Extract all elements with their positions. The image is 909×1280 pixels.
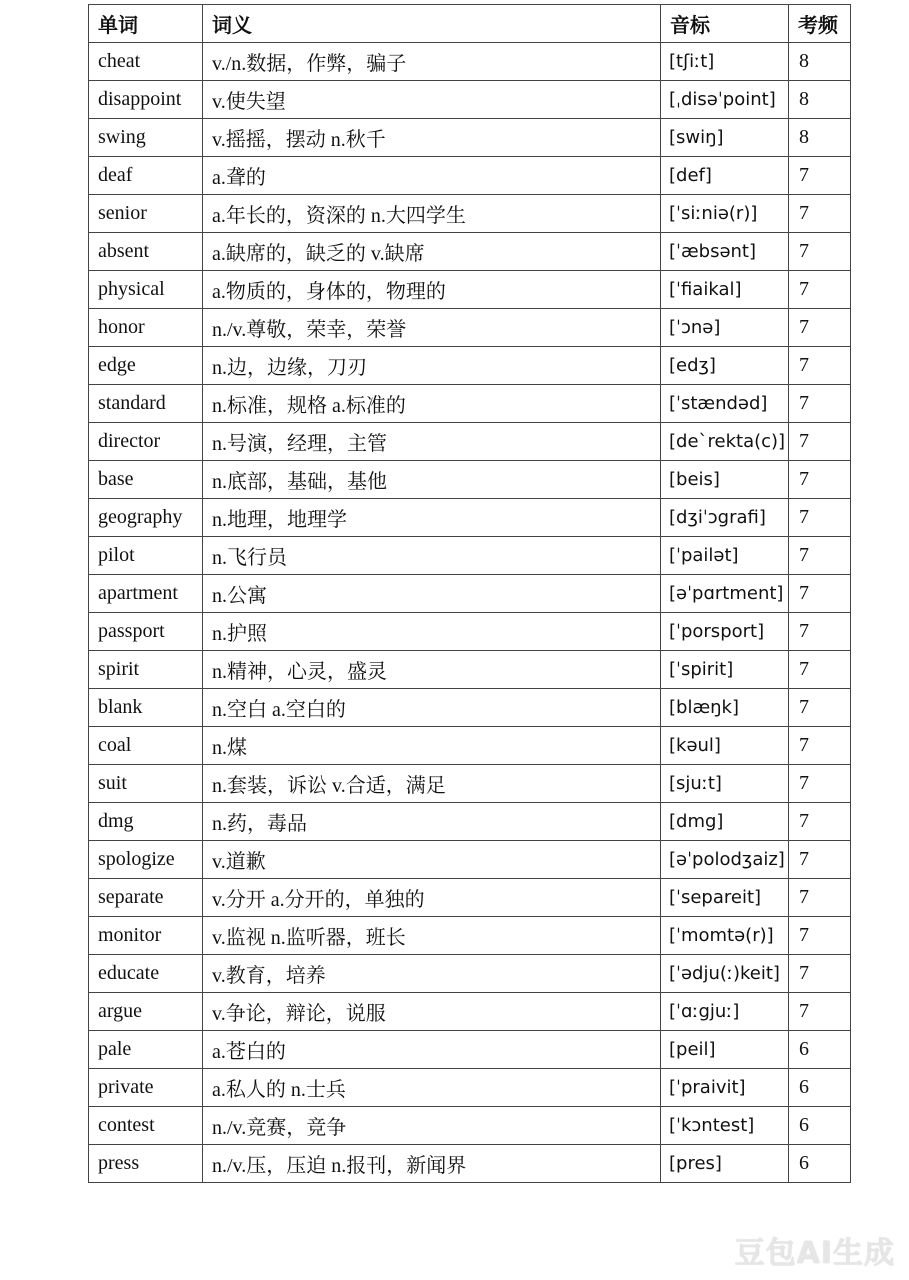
- cell-word: deaf: [89, 157, 203, 195]
- cell-phonetic: [ˈspirit]: [661, 651, 789, 689]
- cell-frequency: 7: [789, 727, 851, 765]
- cell-phonetic: [pres]: [661, 1145, 789, 1183]
- cell-meaning: n.套装，诉讼 v.合适，满足: [203, 765, 661, 803]
- cell-meaning: n.底部，基础，基他: [203, 461, 661, 499]
- cell-frequency: 7: [789, 765, 851, 803]
- cell-frequency: 7: [789, 537, 851, 575]
- cell-phonetic: [dmg]: [661, 803, 789, 841]
- table-row: [89, 157, 851, 195]
- table-row: [89, 575, 851, 613]
- cell-meaning: v./n.数据，作弊，骗子: [203, 43, 661, 81]
- cell-frequency: 7: [789, 233, 851, 271]
- cell-frequency: 8: [789, 81, 851, 119]
- cell-meaning: n.边，边缘，刀刃: [203, 347, 661, 385]
- table-row: [89, 309, 851, 347]
- cell-meaning: n.地理，地理学: [203, 499, 661, 537]
- table-row: [89, 841, 851, 879]
- cell-frequency: 7: [789, 613, 851, 651]
- cell-word: separate: [89, 879, 203, 917]
- cell-frequency: 7: [789, 157, 851, 195]
- cell-meaning: n./v.尊敬，荣幸，荣誉: [203, 309, 661, 347]
- table-row: [89, 537, 851, 575]
- cell-word: educate: [89, 955, 203, 993]
- cell-meaning: a.私人的 n.士兵: [203, 1069, 661, 1107]
- cell-phonetic: [def]: [661, 157, 789, 195]
- table-row: [89, 195, 851, 233]
- cell-frequency: 7: [789, 841, 851, 879]
- cell-phonetic: [ˈsiːniə(r)]: [661, 195, 789, 233]
- cell-meaning: v.摇摇，摆动 n.秋千: [203, 119, 661, 157]
- cell-frequency: 7: [789, 461, 851, 499]
- cell-phonetic: [sjuːt]: [661, 765, 789, 803]
- table-row: [89, 271, 851, 309]
- cell-phonetic: [ˈɑːgjuː]: [661, 993, 789, 1031]
- cell-frequency: 6: [789, 1145, 851, 1183]
- cell-meaning: a.年长的，资深的 n.大四学生: [203, 195, 661, 233]
- cell-frequency: 7: [789, 689, 851, 727]
- cell-meaning: n.公寓: [203, 575, 661, 613]
- cell-phonetic: [ˈsepareit]: [661, 879, 789, 917]
- header-word: 单词: [89, 5, 203, 43]
- table-row: [89, 651, 851, 689]
- cell-meaning: n./v.压，压迫 n.报刊，新闻界: [203, 1145, 661, 1183]
- cell-meaning: n.飞行员: [203, 537, 661, 575]
- table-row: [89, 1145, 851, 1183]
- cell-frequency: 6: [789, 1031, 851, 1069]
- cell-word: physical: [89, 271, 203, 309]
- cell-phonetic: [kəul]: [661, 727, 789, 765]
- cell-word: director: [89, 423, 203, 461]
- cell-phonetic: [peil]: [661, 1031, 789, 1069]
- cell-word: senior: [89, 195, 203, 233]
- cell-word: passport: [89, 613, 203, 651]
- cell-frequency: 7: [789, 955, 851, 993]
- cell-frequency: 6: [789, 1107, 851, 1145]
- cell-meaning: n.空白 a.空白的: [203, 689, 661, 727]
- cell-word: edge: [89, 347, 203, 385]
- cell-word: suit: [89, 765, 203, 803]
- table-row: [89, 423, 851, 461]
- table-row: [89, 803, 851, 841]
- table-row: [89, 955, 851, 993]
- cell-meaning: n.号演，经理，主管: [203, 423, 661, 461]
- header-frequency: 考频: [789, 5, 851, 43]
- cell-meaning: n.标准，规格 a.标准的: [203, 385, 661, 423]
- table-row: [89, 119, 851, 157]
- cell-meaning: v.使失望: [203, 81, 661, 119]
- cell-phonetic: [ˌdisəˈpoint]: [661, 81, 789, 119]
- cell-frequency: 7: [789, 651, 851, 689]
- cell-phonetic: [ˈstændəd]: [661, 385, 789, 423]
- cell-meaning: v.争论，辩论，说服: [203, 993, 661, 1031]
- cell-phonetic: [edʒ]: [661, 347, 789, 385]
- cell-frequency: 7: [789, 917, 851, 955]
- cell-phonetic: [əˈpolodʒaiz]: [661, 841, 789, 879]
- cell-frequency: 7: [789, 271, 851, 309]
- table-row: [89, 613, 851, 651]
- cell-meaning: a.物质的，身体的，物理的: [203, 271, 661, 309]
- cell-meaning: a.聋的: [203, 157, 661, 195]
- cell-phonetic: [blæŋk]: [661, 689, 789, 727]
- cell-word: private: [89, 1069, 203, 1107]
- table-row: [89, 461, 851, 499]
- cell-frequency: 7: [789, 347, 851, 385]
- cell-word: absent: [89, 233, 203, 271]
- cell-meaning: n.精神，心灵，盛灵: [203, 651, 661, 689]
- table-row: [89, 1107, 851, 1145]
- table-row: [89, 233, 851, 271]
- vocabulary-table: [88, 4, 851, 1183]
- cell-phonetic: [deˋrekta(c)]: [661, 423, 789, 461]
- cell-frequency: 8: [789, 119, 851, 157]
- cell-frequency: 8: [789, 43, 851, 81]
- cell-phonetic: [ˈmomtə(r)]: [661, 917, 789, 955]
- cell-word: argue: [89, 993, 203, 1031]
- cell-frequency: 7: [789, 423, 851, 461]
- table-row: [89, 347, 851, 385]
- watermark: 豆包AI生成: [734, 1236, 895, 1271]
- cell-word: pilot: [89, 537, 203, 575]
- table-row: [89, 43, 851, 81]
- cell-word: pale: [89, 1031, 203, 1069]
- cell-word: spologize: [89, 841, 203, 879]
- table-row: [89, 727, 851, 765]
- cell-word: spirit: [89, 651, 203, 689]
- cell-word: honor: [89, 309, 203, 347]
- table-row: [89, 917, 851, 955]
- cell-meaning: a.缺席的，缺乏的 v.缺席: [203, 233, 661, 271]
- table-row: [89, 81, 851, 119]
- cell-word: swing: [89, 119, 203, 157]
- cell-frequency: 7: [789, 879, 851, 917]
- cell-meaning: n.煤: [203, 727, 661, 765]
- cell-meaning: a.苍白的: [203, 1031, 661, 1069]
- cell-phonetic: [ˈæbsənt]: [661, 233, 789, 271]
- cell-frequency: 7: [789, 385, 851, 423]
- cell-word: standard: [89, 385, 203, 423]
- table-row: [89, 1031, 851, 1069]
- cell-word: press: [89, 1145, 203, 1183]
- cell-word: monitor: [89, 917, 203, 955]
- table-row: [89, 499, 851, 537]
- cell-word: disappoint: [89, 81, 203, 119]
- cell-phonetic: [ˈɔnə]: [661, 309, 789, 347]
- cell-word: dmg: [89, 803, 203, 841]
- cell-meaning: n.护照: [203, 613, 661, 651]
- cell-frequency: 7: [789, 575, 851, 613]
- cell-meaning: v.道歉: [203, 841, 661, 879]
- cell-word: blank: [89, 689, 203, 727]
- cell-phonetic: [əˈpɑrtment]: [661, 575, 789, 613]
- cell-phonetic: [ˈədju(ː)keit]: [661, 955, 789, 993]
- cell-phonetic: [swiŋ]: [661, 119, 789, 157]
- cell-frequency: 7: [789, 309, 851, 347]
- table-row: [89, 385, 851, 423]
- cell-frequency: 6: [789, 1069, 851, 1107]
- cell-word: contest: [89, 1107, 203, 1145]
- cell-frequency: 7: [789, 993, 851, 1031]
- table-row: [89, 879, 851, 917]
- cell-phonetic: [ˈpailət]: [661, 537, 789, 575]
- table-row: [89, 993, 851, 1031]
- cell-phonetic: [dʒiˈɔgrafi]: [661, 499, 789, 537]
- cell-phonetic: [ˈpraivit]: [661, 1069, 789, 1107]
- cell-meaning: v.教育，培养: [203, 955, 661, 993]
- header-meaning: 词义: [203, 5, 661, 43]
- table-row: [89, 689, 851, 727]
- cell-frequency: 7: [789, 195, 851, 233]
- table-row: [89, 765, 851, 803]
- cell-word: base: [89, 461, 203, 499]
- cell-frequency: 7: [789, 803, 851, 841]
- cell-word: coal: [89, 727, 203, 765]
- header-phonetic: 音标: [661, 5, 789, 43]
- cell-phonetic: [ˈporsport]: [661, 613, 789, 651]
- cell-frequency: 7: [789, 499, 851, 537]
- cell-meaning: n./v.竞赛，竞争: [203, 1107, 661, 1145]
- cell-phonetic: [ˈkɔntest]: [661, 1107, 789, 1145]
- cell-phonetic: [tʃiːt]: [661, 43, 789, 81]
- cell-phonetic: [ˈfiaikal]: [661, 271, 789, 309]
- cell-word: apartment: [89, 575, 203, 613]
- header-row: [89, 5, 851, 43]
- cell-meaning: v.监视 n.监听器，班长: [203, 917, 661, 955]
- table-row: [89, 1069, 851, 1107]
- cell-meaning: n.药，毒品: [203, 803, 661, 841]
- cell-phonetic: [beis]: [661, 461, 789, 499]
- cell-meaning: v.分开 a.分开的，单独的: [203, 879, 661, 917]
- cell-word: cheat: [89, 43, 203, 81]
- cell-word: geography: [89, 499, 203, 537]
